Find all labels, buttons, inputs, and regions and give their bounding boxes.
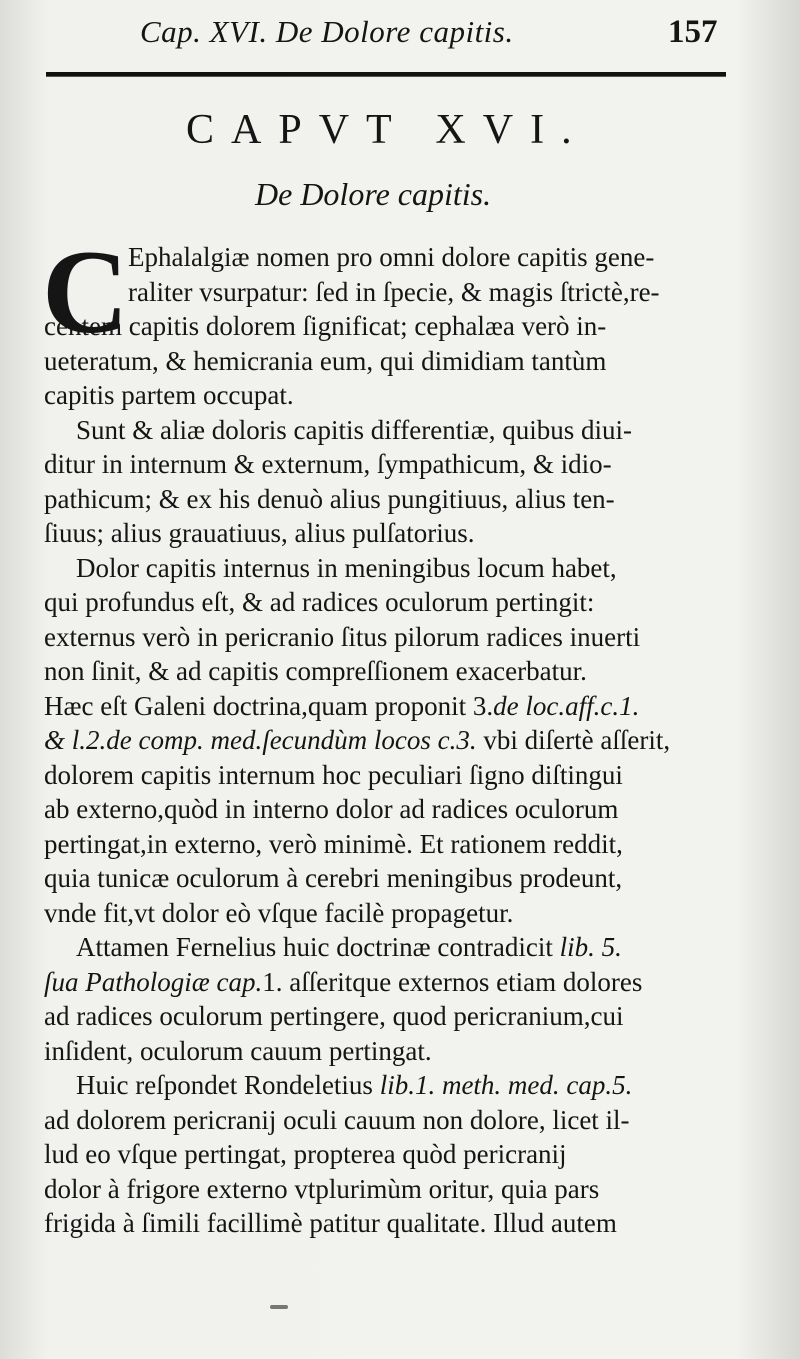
text-line: Ephalalgiæ nomen pro omni dolore capitis gene- [128, 242, 655, 272]
text-line [44, 965, 744, 1000]
citation: lib.1. meth. med. cap.5. [379, 1070, 633, 1100]
running-head: Cap. XVI. De Dolore capitis. [140, 14, 514, 49]
text-line [44, 723, 744, 758]
text-line: frigida à ſimili facillimè patitur qualitate. Illud autem [44, 1208, 617, 1238]
chapter-title: CAPVT XVI. [186, 107, 589, 153]
citation: lib. 5. [559, 932, 622, 962]
drop-cap: C [42, 225, 129, 358]
ink-smudge [270, 1305, 288, 1309]
text-segment: vbi diſertè aſſerit, [476, 725, 671, 755]
text-line: ad radices oculorum pertingere, quod pericranium,cui [44, 1001, 624, 1031]
text-line [44, 689, 744, 724]
text-line: vnde fit,vt dolor eò vſque facilè propagetur. [44, 897, 514, 928]
text-line: quia tunicæ oculorum à cerebri meningibus prodeunt, [44, 863, 623, 893]
text-line: non ſinit, & ad capitis compreſſionem exacerbatur. [44, 656, 587, 686]
text-segment: Attamen Fernelius huic doctrinæ contradicit [76, 932, 560, 962]
text-line: ad dolorem pericranij oculi cauum non dolore, licet il- [44, 1104, 630, 1135]
page-number: 157 [668, 14, 718, 50]
text-line: centem capitis dolorem ſignificat; cephalæa verò in- [44, 311, 607, 341]
text-line: inſident, oculorum cauum pertingat. [44, 1035, 432, 1066]
text-line: ſiuus; alius grauatiuus, alius pulſatorius. [44, 518, 475, 548]
text-line: dolor à frigore externo vtplurimùm oritur, quia pars [44, 1173, 600, 1204]
citation: & l.2.de comp. med.ſecundùm locos c.3. [44, 725, 477, 755]
text-segment: 1. aſſeritque externos etiam dolores [262, 966, 643, 997]
text-line: qui profundus eſt, & ad radices oculorum pertingit: [44, 587, 595, 617]
text-line: Sunt & aliæ doloris capitis differentiæ, quibus diui- [76, 414, 632, 445]
text-line: ueteratum, & hemicrania eum, qui dimidiam tantùm [44, 345, 607, 376]
text-line: raliter vsurpatur: ſed in ſpecie, & magis ſtrictè,re- [128, 276, 660, 307]
text-line: lud eo vſque pertingat, propterea quòd pericranij [44, 1139, 567, 1169]
citation: de loc.aff.c.1. [493, 690, 640, 721]
text-line: ditur in internum & externum, ſympathicum, & idio- [44, 449, 612, 479]
text-line: dolorem capitis internum hoc peculiari ſigno diſtingui [44, 759, 623, 790]
text-segment: Huic reſpondet Rondeletius [76, 1070, 380, 1100]
text-line: pertingat,in externo, verò minimè. Et rationem reddit, [44, 828, 623, 859]
text-line: Dolor capitis internus in meningibus locum habet, [76, 552, 617, 583]
text-line: capitis partem occupat. [44, 380, 294, 410]
citation: ſua Pathologiæ cap. [44, 966, 263, 997]
text-line [44, 1068, 744, 1103]
text-line: externus verò in pericranio ſitus pilorum radices inuerti [44, 621, 641, 652]
text-segment: Hæc eſt Galeni doctrina,quam proponit 3. [44, 690, 494, 721]
text-line: ab externo,quòd in interno dolor ad radices oculorum [44, 794, 619, 824]
body-text [44, 240, 744, 1241]
chapter-subtitle: De Dolore capitis. [255, 176, 492, 212]
text-line: pathicum; & ex his denuò alius pungitiuus, alius ten- [44, 483, 615, 514]
text-line [44, 930, 744, 965]
header-rule [46, 72, 726, 77]
